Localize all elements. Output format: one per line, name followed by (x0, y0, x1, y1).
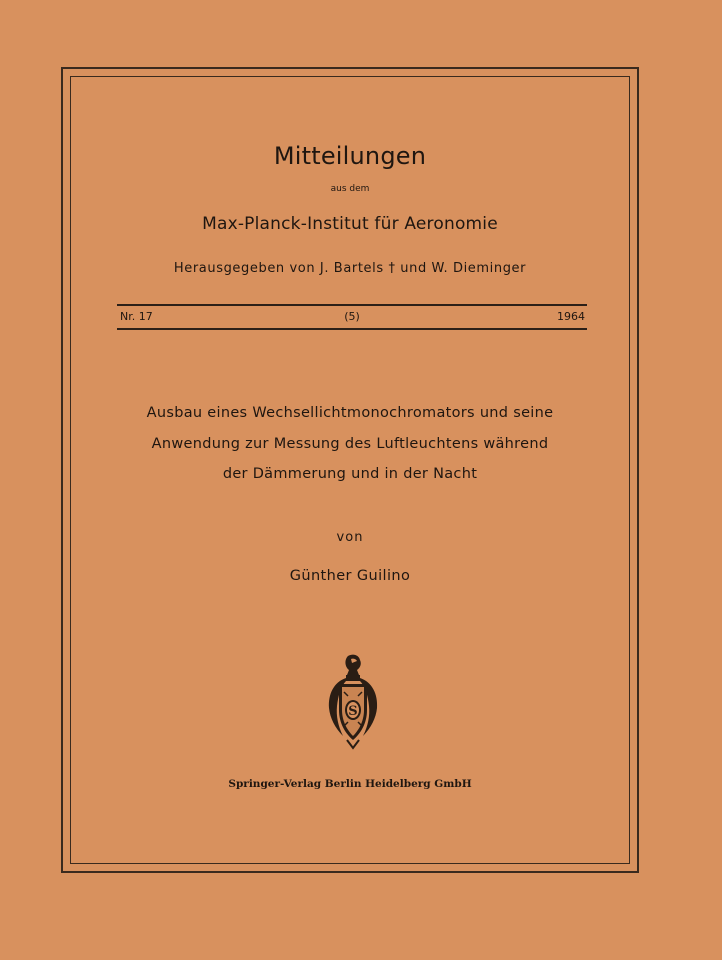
publisher-name: Springer-Verlag Berlin Heidelberg GmbH (228, 778, 472, 790)
issue-number: Nr. 17 (120, 310, 153, 323)
title-line-3: der Dämmerung und in der Nacht (222, 466, 478, 482)
editors-line: Herausgegeben von J. Bartels † und W. Dieminger (173, 261, 527, 276)
logo-monogram: S (348, 704, 358, 719)
institute-name: Max-Planck-Institut für Aeronomie (202, 214, 498, 234)
issue-year: 1964 (557, 310, 585, 323)
series-title: Mitteilungen (273, 142, 427, 170)
bottom-rule (117, 328, 587, 330)
title-line-1: Ausbau eines Wechsellichtmonochromators und seine (146, 405, 554, 421)
issue-series: (5) (344, 310, 360, 323)
top-rule (117, 304, 587, 306)
by-label: von (336, 530, 364, 545)
springer-knight-emblem-icon (322, 652, 384, 752)
title-line-2: Anwendung zur Messung des Luftleuchtens während (151, 436, 549, 452)
series-subtitle: aus dem (330, 184, 370, 194)
author-name: Günther Guilino (289, 568, 411, 584)
issue-row (117, 310, 587, 326)
